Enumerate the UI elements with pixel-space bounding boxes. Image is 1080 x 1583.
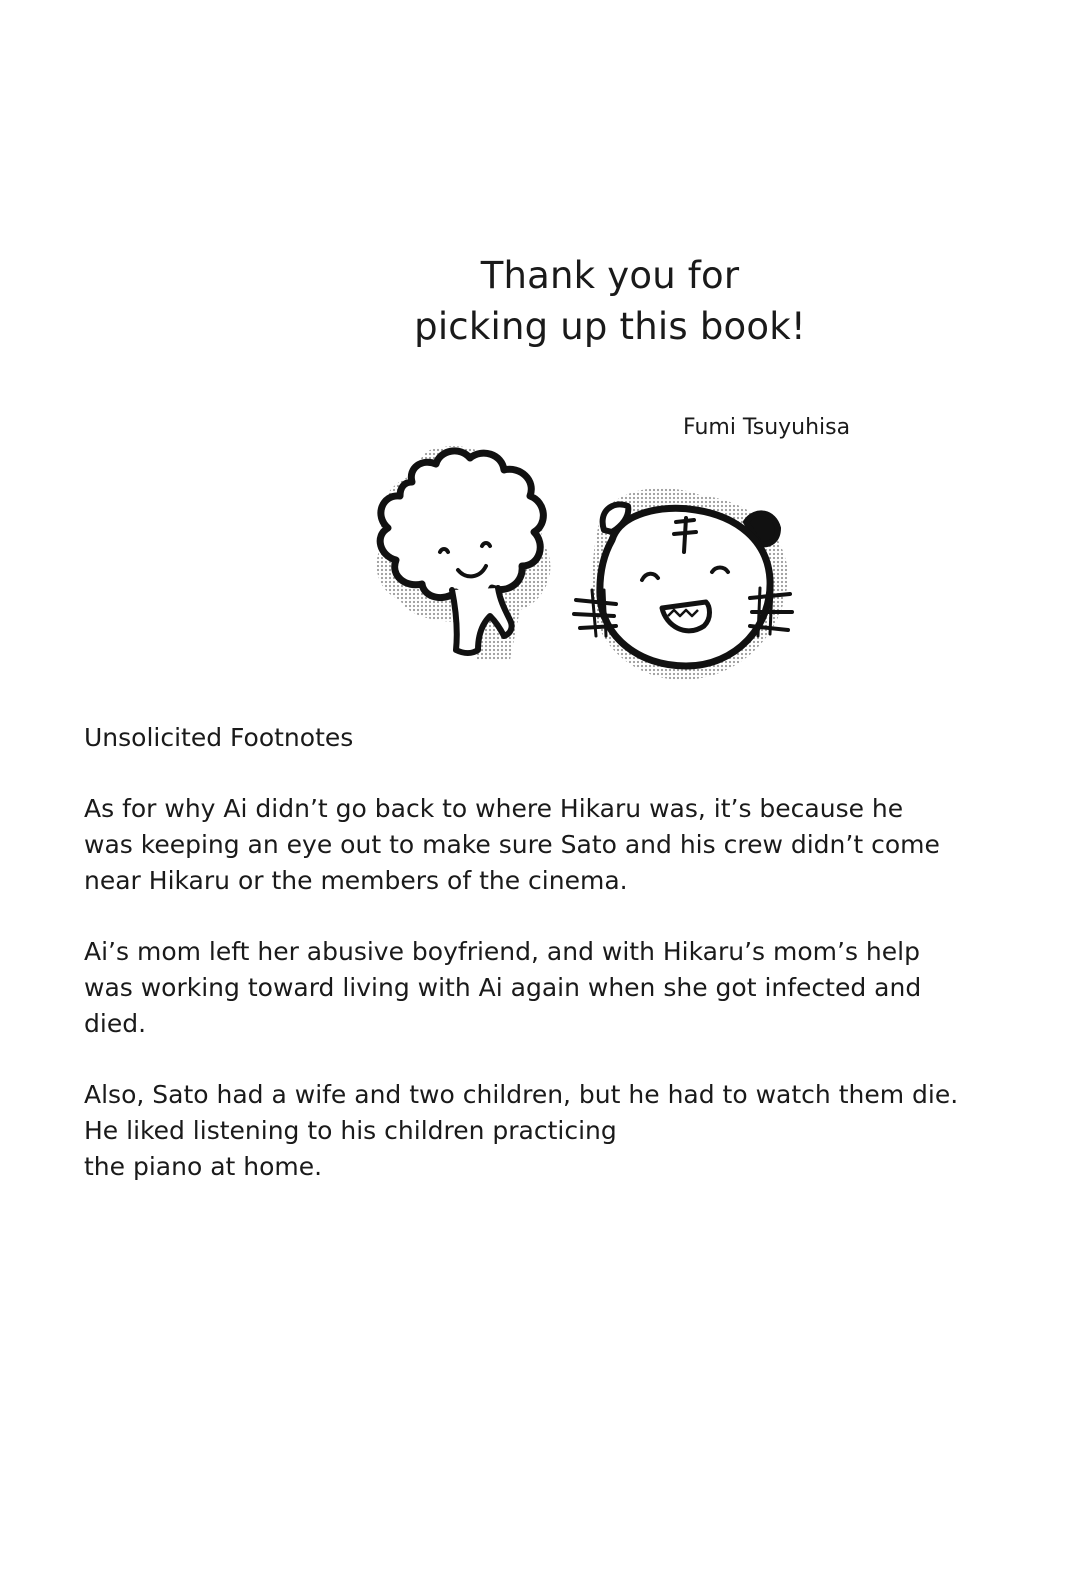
tiger-icon	[574, 488, 792, 680]
footnotes-heading: Unsolicited Footnotes	[84, 723, 354, 752]
footnotes-section	[84, 720, 984, 1220]
broccoli-icon	[377, 446, 551, 660]
footnote-paragraph: Ai’s mom left her abusive boyfriend, and with Hikaru’s mom’s help was working toward living with Ai again when she got infected and died.	[84, 937, 922, 1038]
thank-you-message	[380, 250, 840, 352]
thank-you-line-2: picking up this book!	[414, 305, 806, 348]
thank-you-line-1: Thank you for	[480, 254, 740, 297]
mascot-illustration	[360, 440, 800, 690]
author-signature: Fumi Tsuyuhisa	[683, 415, 851, 440]
footnote-paragraph: Also, Sato had a wife and two children, but he had to watch them die. He liked listening to his children practicing the piano at home.	[84, 1080, 959, 1181]
footnote-paragraph: As for why Ai didn’t go back to where Hikaru was, it’s because he was keeping an eye out to make sure Sato and his crew didn’t come near Hikaru or the members of the cinema.	[84, 794, 940, 895]
